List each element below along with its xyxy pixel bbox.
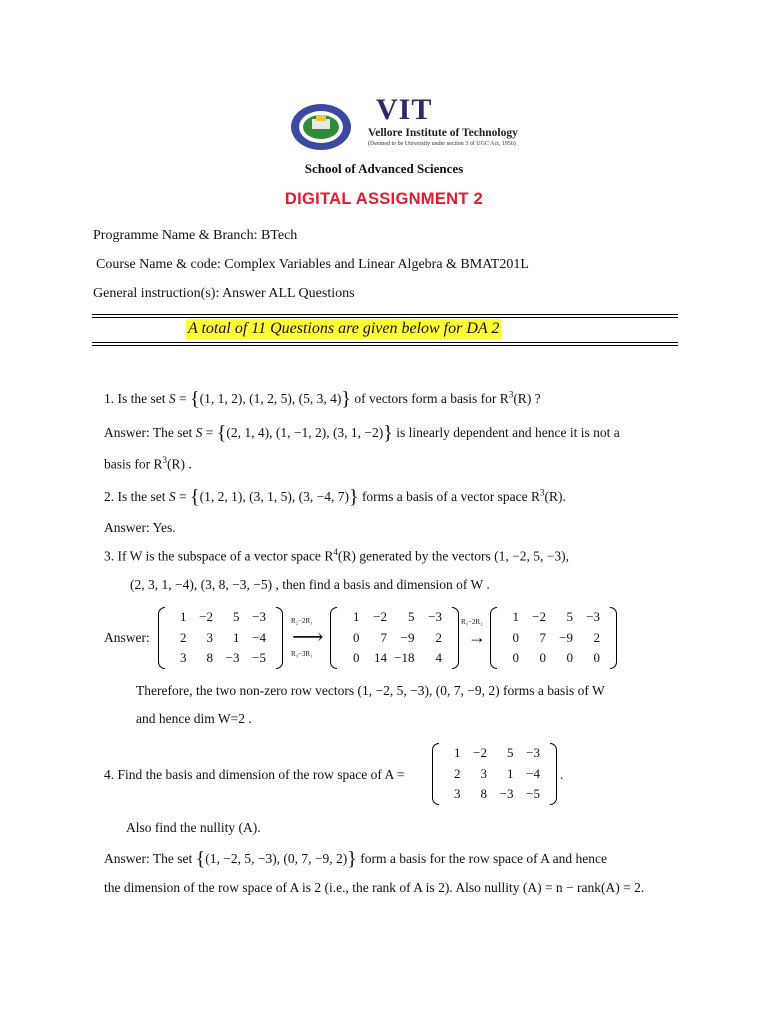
matrix-cell: −9	[559, 629, 573, 645]
question-4-period: .	[560, 767, 564, 782]
answer-3-conclusion-2: and hence dim W=2 .	[136, 711, 252, 726]
assignment-title: DIGITAL ASSIGNMENT 2	[284, 190, 484, 208]
answer-3-label: Answer:	[104, 630, 150, 645]
matrix-right-bracket	[610, 607, 617, 669]
matrix-cell: 3	[206, 629, 213, 645]
answer-3-conclusion-1: Therefore, the two non-zero row vectors (1, −2, 5, −3), (0, 7, −9, 2) forms a basis of W	[136, 683, 605, 698]
matrix-cell: 5	[233, 609, 240, 624]
matrix-cell: 0	[566, 650, 573, 666]
question-3-line-2: (2, 3, 1, −4), (3, 8, −3, −5) , then find a basis and dimension of W .	[130, 577, 490, 592]
matrix-right-bracket	[550, 743, 557, 805]
question-4-nullity: Also find the nullity (A).	[126, 820, 261, 835]
matrix-left-bracket	[490, 607, 497, 669]
matrix-cell: −18	[394, 650, 415, 666]
matrix-cell: 1	[512, 609, 519, 624]
course-line: Course Name & code: Complex Variables and Linear Algebra & BMAT201L	[96, 257, 529, 272]
matrix-right-bracket	[276, 607, 283, 669]
matrix-cell: 0	[512, 629, 519, 645]
school-name: School of Advanced Sciences	[304, 161, 464, 176]
matrix-cell: −2	[473, 745, 487, 760]
matrix-cell: −3	[586, 609, 600, 624]
matrix-cell: 7	[539, 629, 546, 645]
logo-word: VIT	[376, 93, 433, 126]
matrix-cell: 2	[454, 765, 461, 781]
matrix-cell: 1	[507, 765, 514, 781]
matrix-cell: 4	[435, 650, 442, 666]
row-op-1-top: R₂−2R₁	[291, 617, 313, 625]
matrix-q4	[432, 743, 558, 805]
matrix-cell: 1	[180, 609, 187, 624]
answer-1-line-2: basis for $R^3(R)$ .	[104, 455, 192, 472]
matrix-right-bracket	[452, 607, 459, 669]
matrix-cell: −2	[373, 609, 387, 624]
matrix-cell: −3	[499, 786, 514, 802]
instructions-line: General instruction(s): Answer ALL Questions	[93, 286, 355, 301]
matrix-cell: 1	[233, 629, 240, 645]
matrix-a3-step-2	[330, 607, 460, 669]
matrix-cell: 0	[593, 650, 600, 666]
logo-full-name: Vellore Institute of Technology	[368, 127, 518, 139]
matrix-left-bracket	[432, 743, 439, 805]
banner-text: A total of 11 Questions are given below for DA 2	[188, 320, 500, 337]
matrix-left-bracket	[330, 607, 337, 669]
row-op-2: R₃−2R₂	[461, 618, 483, 626]
answer-4-line-2: the dimension of the row space of A is 2 (i.e., the rank of A is 2). Also nullity (A) = n − rank(A) = 2.	[104, 880, 645, 895]
question-2: 2. Is the set S = {(1, 2, 1), (3, 1, 5), (3, −4, 7)} forms a basis of a vector space $R^3(R)$.	[104, 486, 566, 508]
matrix-left-bracket	[158, 607, 165, 669]
matrix-cell: −3	[252, 609, 266, 624]
matrix-cell: 3	[454, 786, 461, 802]
matrix-cell: −3	[428, 609, 442, 624]
matrix-cell: −9	[400, 629, 415, 645]
matrix-cell: 2	[435, 629, 442, 645]
matrix-cell: −5	[526, 786, 540, 802]
matrix-cell: 5	[408, 609, 415, 624]
arrow-1-icon: ⟶	[292, 624, 324, 649]
matrix-cell: 0	[353, 629, 360, 645]
matrix-cell: 0	[539, 650, 546, 666]
matrix-cell: −3	[526, 745, 540, 760]
answer-4-line-1: Answer: The set {(1, −2, 5, −3), (0, 7, −9, 2)} form a basis for the row space of A and hence	[104, 848, 607, 870]
matrix-cell: 2	[593, 629, 600, 645]
matrix-cell: 2	[180, 629, 187, 645]
matrix-cell: 1	[454, 745, 461, 760]
question-4: 4. Find the basis and dimension of the row space of A =	[104, 767, 405, 782]
matrix-cell: −4	[526, 765, 540, 781]
matrix-cell: −4	[252, 629, 266, 645]
banner-rule-top	[92, 314, 678, 318]
question-3-line-1: 3. If W is the subspace of a vector space $R^4(R)$ generated by the vectors (1, −2, 5, −3),	[104, 547, 569, 564]
matrix-cell: 8	[480, 786, 487, 802]
vit-emblem-icon	[288, 101, 358, 153]
matrix-cell: 7	[380, 629, 387, 645]
question-1: 1. Is the set S = {(1, 1, 2), (1, 2, 5), (5, 3, 4)} of vectors form a basis for $R^3(R)$ ?	[104, 388, 541, 410]
matrix-cell: −3	[225, 650, 240, 666]
answer-1-line-1: Answer: The set S = {(2, 1, 4), (1, −1, 2), (3, 1, −2)} is linearly dependent and hence it is not a	[104, 422, 620, 444]
matrix-cell: 14	[374, 650, 387, 666]
arrow-2-icon: →	[468, 627, 486, 647]
answer-2: Answer: Yes.	[104, 520, 176, 535]
matrix-cell: 1	[353, 609, 360, 624]
logo-subtitle: (Deemed to be University under section 3 of UGC Act, 1956)	[368, 141, 516, 147]
matrix-a3-step-1	[158, 607, 284, 669]
matrix-cell: 3	[180, 650, 187, 666]
matrix-cell: −2	[532, 609, 546, 624]
matrix-cell: 0	[353, 650, 360, 666]
programme-line: Programme Name & Branch: BTech	[93, 228, 298, 243]
matrix-cell: −5	[252, 650, 266, 666]
matrix-cell: −2	[199, 609, 213, 624]
matrix-cell: 8	[206, 650, 213, 666]
matrix-a3-step-3	[490, 607, 618, 669]
row-op-1-bottom: R₃−3R₁	[291, 650, 313, 658]
matrix-cell: 5	[507, 745, 514, 760]
matrix-cell: 3	[480, 765, 487, 781]
banner-rule-bottom	[92, 342, 678, 346]
matrix-cell: 5	[566, 609, 573, 624]
matrix-cell: 0	[512, 650, 519, 666]
